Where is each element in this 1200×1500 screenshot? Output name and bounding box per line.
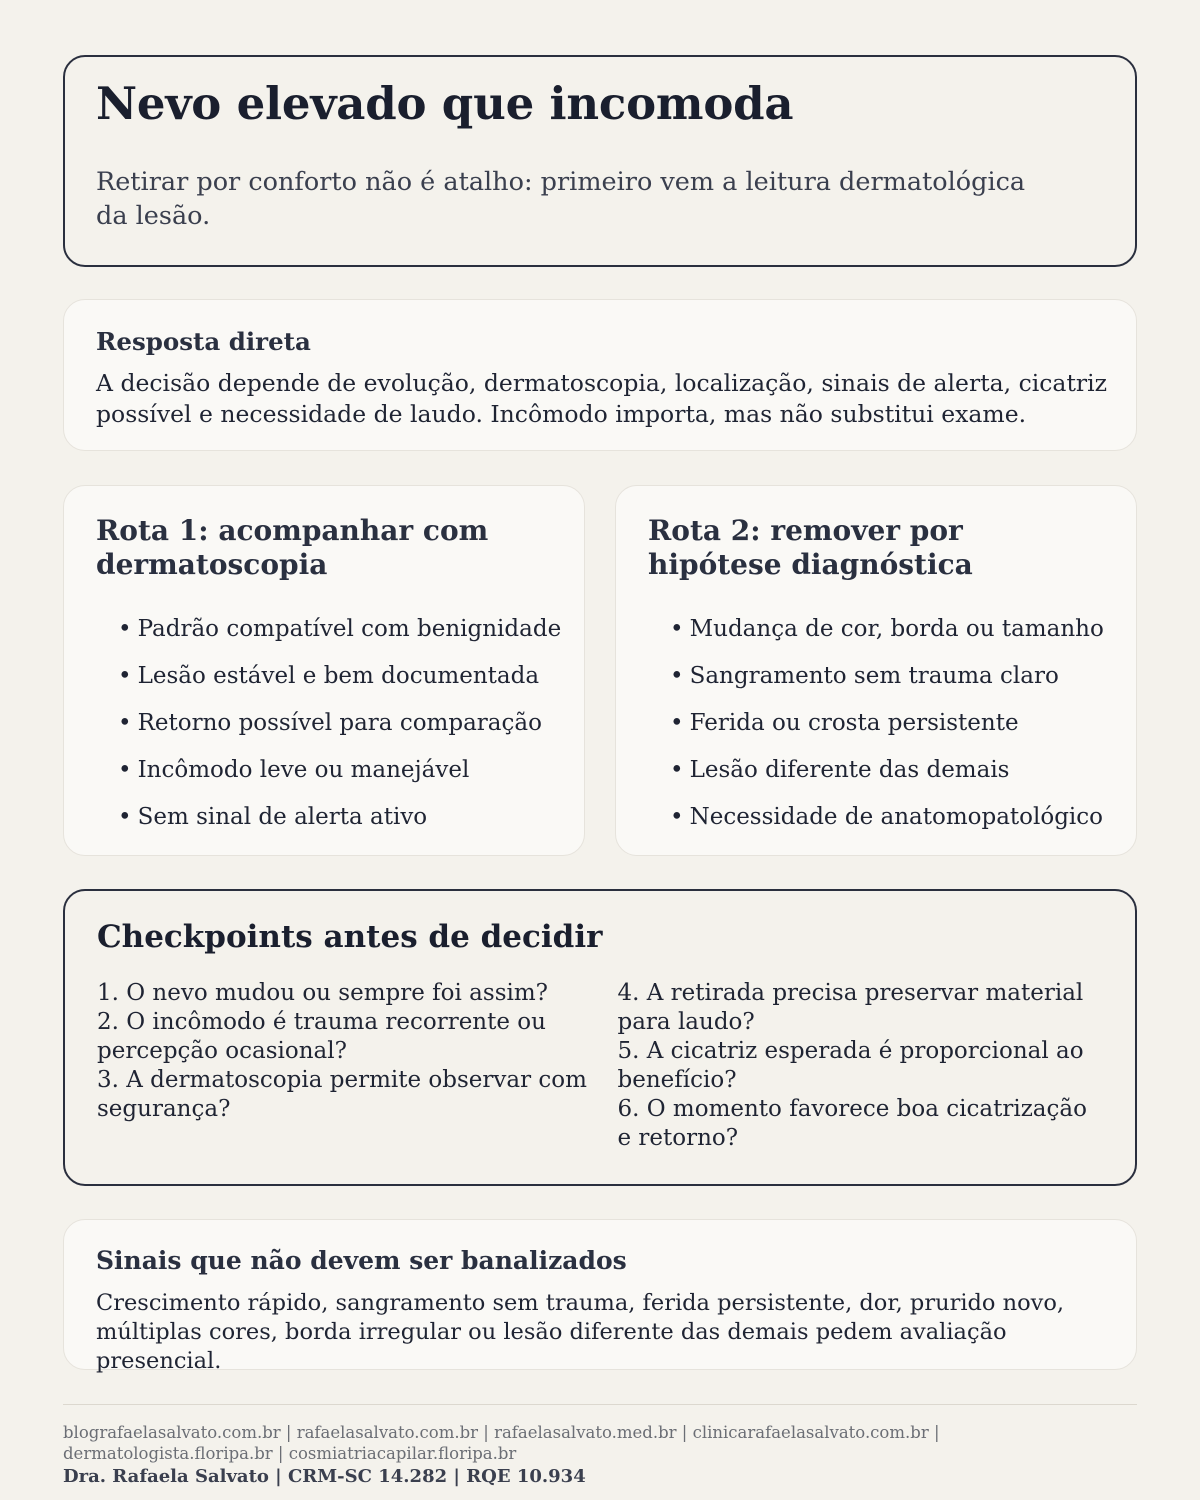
checkpoints-left-column xyxy=(97,979,617,1153)
list-item: • Lesão diferente das demais xyxy=(670,747,1104,794)
checkpoints-heading: Checkpoints antes de decidir xyxy=(97,919,603,955)
list-item: • Mudança de cor, borda ou tamanho xyxy=(670,606,1104,653)
list-item: • Necessidade de anatomopatológico xyxy=(670,794,1104,841)
warning-signs-text: Crescimento rápido, sangramento sem trauma, ferida persistente, dor, prurido novo, múltiplas cores, borda irregular ou lesão diferente das demais pedem avaliação presencial. xyxy=(96,1290,1065,1374)
route-1-list xyxy=(118,606,562,841)
route-2-list xyxy=(670,606,1104,841)
route-1-card xyxy=(63,485,585,856)
checkpoints-columns xyxy=(97,979,1103,1153)
warning-signs-heading: Sinais que não devem ser banalizados xyxy=(96,1246,627,1275)
list-item: • Lesão estável e bem documentada xyxy=(118,653,552,700)
checkpoint-item: 6. O momento favorece boa cicatrização e retorno? xyxy=(617,1096,1087,1151)
direct-answer-heading: Resposta direta xyxy=(96,327,311,356)
checkpoint-item: 3. A dermatoscopia permite observar com segurança? xyxy=(97,1067,587,1122)
footer-divider xyxy=(63,1404,1137,1405)
list-item: • Incômodo leve ou manejável xyxy=(118,747,552,794)
checkpoint-item: 2. O incômodo é trauma recorrente ou percepção ocasional? xyxy=(97,1009,546,1064)
list-item: • Retorno possível para comparação xyxy=(118,700,552,747)
checkpoint-item: 1. O nevo mudou ou sempre foi assim? xyxy=(97,980,548,1006)
direct-answer-card xyxy=(63,299,1137,451)
footer-sites: blografaelasalvato.com.br | rafaelasalvato.com.br | rafaelasalvato.med.br | clinicarafaelasalvato.com.br | dermatologista.floripa.br | cosmiatriacapilar.floripa.br xyxy=(63,1423,940,1463)
warning-signs-card xyxy=(63,1219,1137,1374)
checkpoints-card xyxy=(63,889,1137,1186)
list-item: • Padrão compatível com benignidade xyxy=(118,606,552,653)
header-card xyxy=(63,55,1137,267)
checkpoint-item: 5. A cicatriz esperada é proporcional ao benefício? xyxy=(617,1038,1084,1093)
list-item: • Sangramento sem trauma claro xyxy=(670,653,1104,700)
footer-signature: Dra. Rafaela Salvato | CRM-SC 14.282 | RQE 10.934 xyxy=(63,1466,586,1487)
checkpoint-item: 4. A retirada precisa preservar material para laudo? xyxy=(617,980,1084,1035)
list-item: • Sem sinal de alerta ativo xyxy=(118,794,552,841)
page-subtitle: Retirar por conforto não é atalho: primeiro vem a leitura dermatológica da lesão. xyxy=(96,166,1026,231)
route-2-card xyxy=(615,485,1137,856)
direct-answer-text: A decisão depende de evolução, dermatoscopia, localização, sinais de alerta, cicatriz possível e necessidade de laudo. Incômodo importa, mas não substitui exame. xyxy=(96,369,1108,428)
checkpoints-right-column xyxy=(617,979,1103,1153)
list-item: • Ferida ou crosta persistente xyxy=(670,700,1104,747)
footer xyxy=(63,1422,943,1490)
page-title: Nevo elevado que incomoda xyxy=(96,77,794,130)
route-1-heading: Rota 1: acompanhar com dermatoscopia xyxy=(96,514,489,581)
route-2-heading: Rota 2: remover por hipótese diagnóstica xyxy=(648,514,973,581)
